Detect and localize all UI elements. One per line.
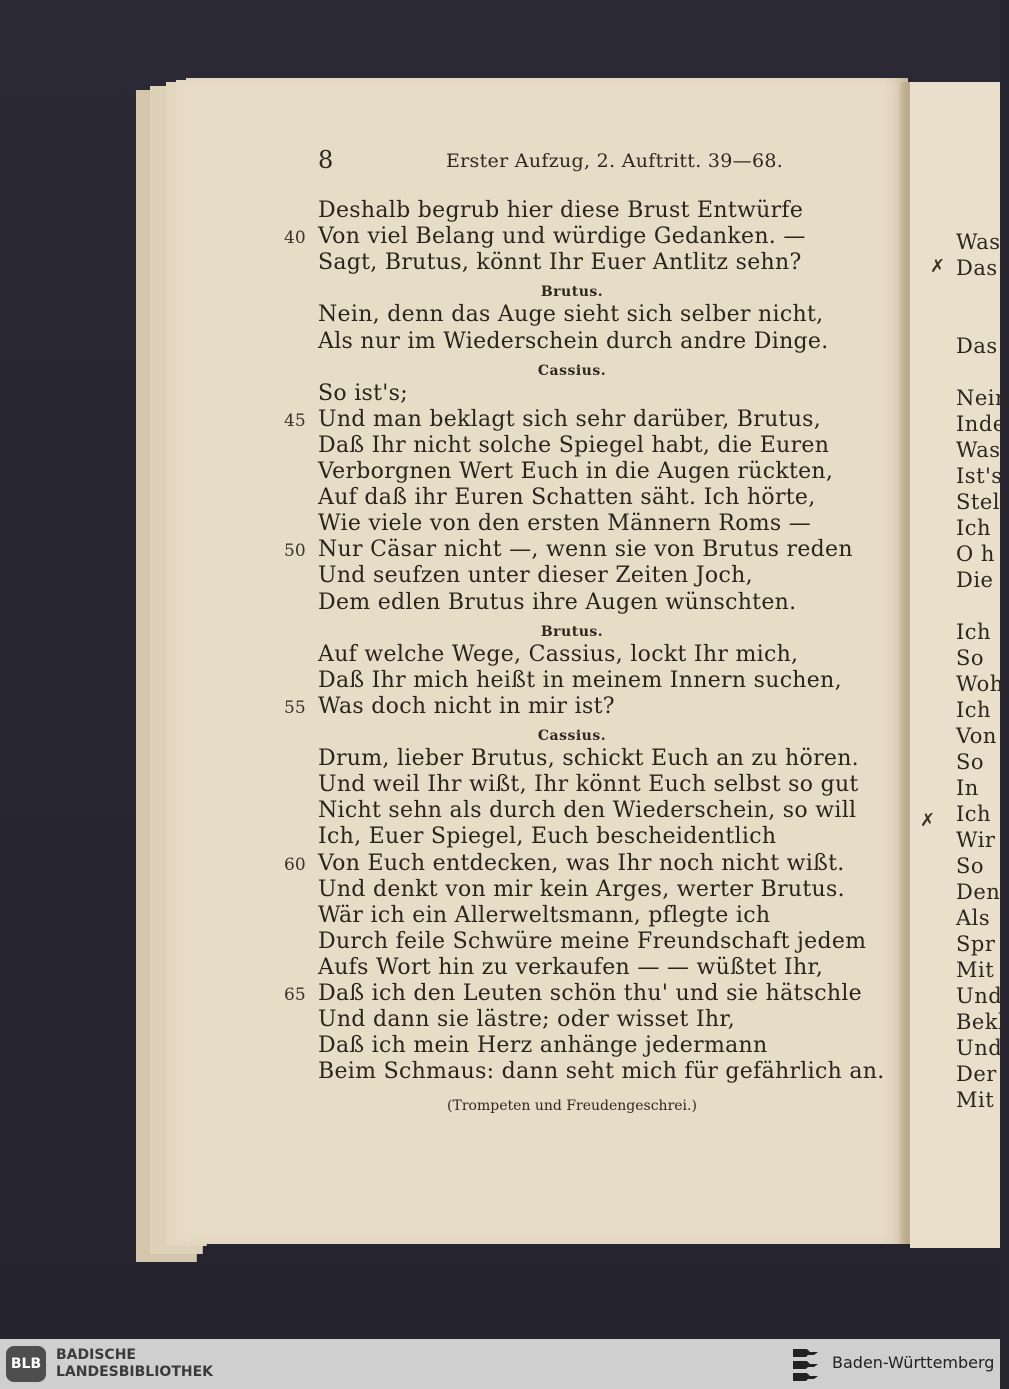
right-page-word: Und xyxy=(956,984,1003,1008)
right-page-word: Das xyxy=(956,334,998,358)
line-number: 50 xyxy=(284,541,306,562)
speaker-name: Brutus. xyxy=(540,623,604,640)
verse-line: Wie viele von den ersten Männern Roms — xyxy=(318,511,812,537)
verse-line: Von Euch entdecken, was Ihr noch nicht wißt. xyxy=(318,850,845,876)
right-page-word: So xyxy=(956,750,985,774)
right-page-word: Den xyxy=(956,880,1001,904)
right-page-word: Der xyxy=(956,1062,997,1086)
right-page-word: Das xyxy=(956,256,998,280)
footer-bar xyxy=(0,1339,1000,1389)
verse-line: Und dann sie lästre; oder wisset Ihr, xyxy=(318,1007,736,1033)
right-page-word: Was xyxy=(956,438,1001,462)
verse-line: Und seufzen unter dieser Zeiten Joch, xyxy=(318,563,753,589)
verse-line: Daß Ihr mich heißt in meinem Innern suchen, xyxy=(318,667,842,693)
right-page-word: Spr xyxy=(956,932,996,956)
verse-line: Aufs Wort hin zu verkaufen — — wüßtet Ihr, xyxy=(318,954,824,980)
verse-line: Daß ich mein Herz anhänge jedermann xyxy=(318,1033,768,1059)
state-name: Baden-Württemberg xyxy=(832,1353,995,1372)
verse-line: Dem edlen Brutus ihre Augen wünschten. xyxy=(318,589,797,615)
verse-line: Drum, lieber Brutus, schickt Euch an zu hören. xyxy=(318,746,859,772)
pencil-mark-icon: ✗ xyxy=(920,810,936,831)
stage-direction: (Trompeten und Freudengeschrei.) xyxy=(447,1098,697,1114)
right-page-word: Und xyxy=(956,1036,1003,1060)
verse-line: Daß ich den Leuten schön thu' und sie hätschle xyxy=(318,981,862,1006)
right-page-word: Die xyxy=(956,568,994,592)
line-number: 40 xyxy=(284,228,306,249)
right-page-word: O h xyxy=(956,542,995,566)
right-page-word: So xyxy=(956,646,985,670)
library-name: BADISCHE LANDESBIBLIOTHEK xyxy=(56,1347,214,1380)
right-page-word: Ist's xyxy=(956,464,1003,488)
line-number: 55 xyxy=(284,697,306,718)
verse-line: Und man beklagt sich sehr darüber, Brutus, xyxy=(318,406,822,432)
verse-line: Und weil Ihr wißt, Ihr könnt Euch selbst so gut xyxy=(318,772,859,798)
speaker-name: Cassius. xyxy=(537,362,607,379)
right-page-word: Ich xyxy=(956,698,992,722)
right-page-word: In xyxy=(956,776,979,800)
verse-line: Sagt, Brutus, könnt Ihr Euer Antlitz sehn? xyxy=(318,250,802,276)
verse-line: Und denkt von mir kein Arges, werter Brutus. xyxy=(318,876,845,902)
right-page-word: Bekl xyxy=(956,1010,1006,1034)
verse-line: Verborgnen Wert Euch in die Augen rückten, xyxy=(318,459,834,484)
right-page-word: Ich xyxy=(956,802,992,826)
right-page-word: Wir xyxy=(956,828,996,852)
right-page-word: Stell xyxy=(956,490,1008,514)
blb-logo: BLB xyxy=(6,1346,46,1382)
line-number: 60 xyxy=(284,854,306,875)
running-head: Erster Aufzug, 2. Auftritt. 39—68. xyxy=(446,150,784,172)
verse-line: Deshalb begrub hier diese Brust Entwürfe xyxy=(318,198,804,223)
verse-line: So ist's; xyxy=(318,380,408,406)
line-number: 45 xyxy=(284,410,306,431)
right-page-word: Mit xyxy=(956,958,995,982)
speaker-name: Brutus. xyxy=(540,284,604,301)
line-number: 65 xyxy=(284,985,306,1005)
right-page-word: Von xyxy=(956,724,997,748)
verse-line: Als nur im Wiederschein durch andre Dinge. xyxy=(318,328,829,354)
pencil-mark-icon: ✗ xyxy=(930,256,946,277)
verse-line: Durch feile Schwüre meine Freundschaft jedem xyxy=(318,928,867,954)
right-page-word: Als xyxy=(956,906,991,930)
right-page-word: So xyxy=(956,854,985,878)
verse-line: Auf daß ihr Euren Schatten säht. Ich hörte, xyxy=(318,485,816,511)
verse-line: Nicht sehn als durch den Wiederschein, so will xyxy=(318,798,857,824)
verse-line: Was doch nicht in mir ist? xyxy=(318,693,615,719)
verse-line: Wär ich ein Allerweltsmann, pflegte ich xyxy=(318,902,771,928)
speaker-name: Cassius. xyxy=(537,728,607,744)
right-page-word: Ich xyxy=(956,516,992,540)
verse-line: Ich, Euer Spiegel, Euch bescheidentlich xyxy=(318,824,777,850)
right-page-word: Was xyxy=(956,230,1001,254)
right-page-word: Nein xyxy=(956,386,1009,410)
verse-line: Von viel Belang und würdige Gedanken. — xyxy=(318,224,806,250)
right-page-word: Woh xyxy=(956,672,1004,696)
page-number: 8 xyxy=(318,146,334,174)
right-page-word: Mit xyxy=(956,1088,995,1112)
verse-line: Beim Schmaus: dann seht mich für gefährlich an. xyxy=(318,1059,885,1085)
verse-line: Nur Cäsar nicht —, wenn sie von Brutus reden xyxy=(318,537,853,563)
state-lions-icon xyxy=(790,1345,824,1383)
verse-line: Auf welche Wege, Cassius, lockt Ihr mich, xyxy=(318,641,799,667)
right-page-word: Ich xyxy=(956,620,992,644)
verse-line: Daß Ihr nicht solche Spiegel habt, die Euren xyxy=(318,432,830,458)
right-page-word: Inde xyxy=(956,412,1006,436)
verse-line: Nein, denn das Auge sieht sich selber nicht, xyxy=(318,302,824,328)
